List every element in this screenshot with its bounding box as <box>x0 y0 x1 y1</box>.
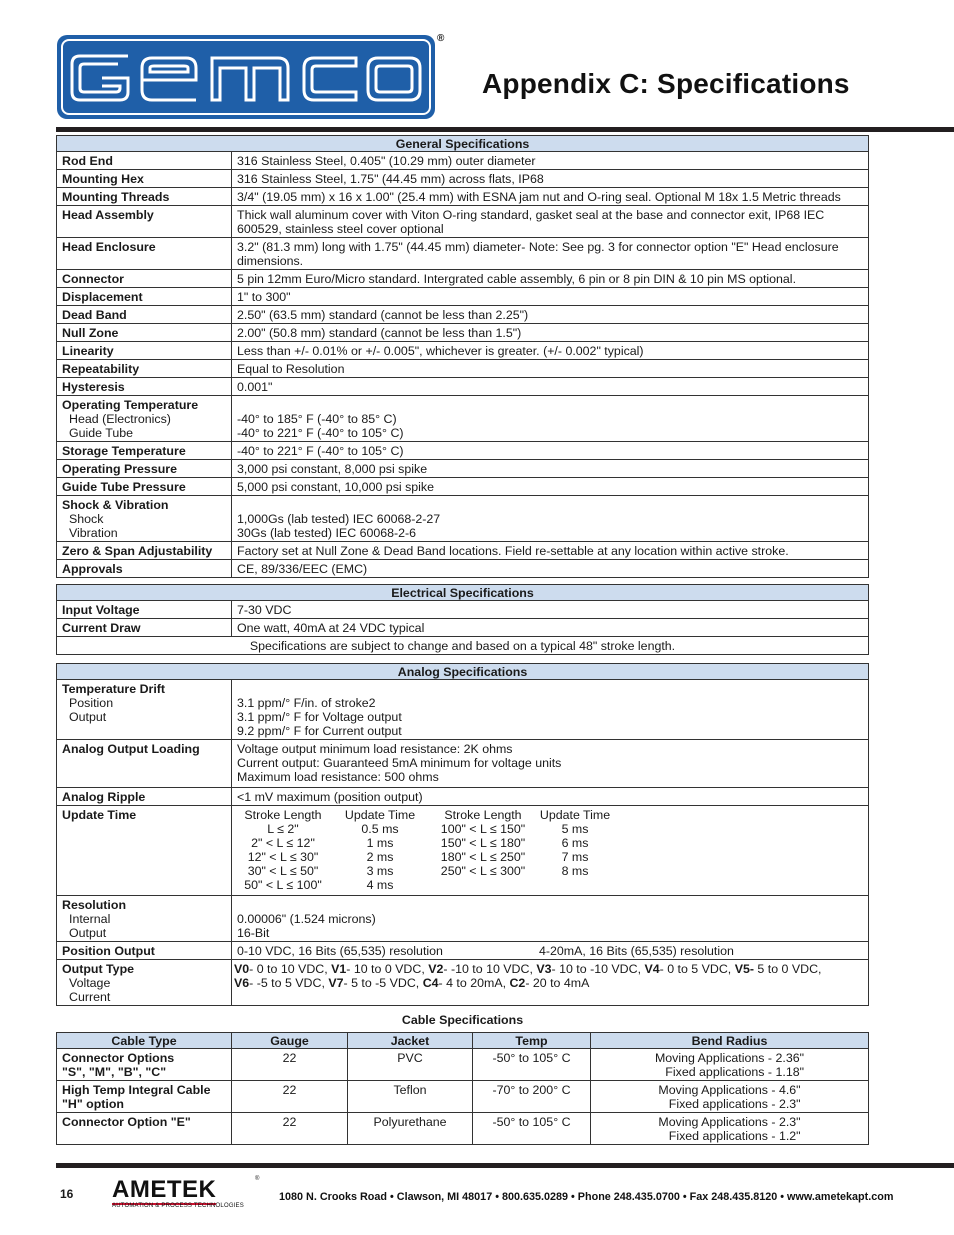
electrical-heading: Electrical Specifications <box>57 585 869 601</box>
spec-label: Null Zone <box>57 324 232 342</box>
electrical-specifications-table <box>56 584 869 655</box>
spec-value: -40° to 221° F (-40° to 105° C) <box>232 442 869 460</box>
spec-note-row <box>57 637 869 655</box>
spec-value: 3.1 ppm/° F/in. of stroke2 3.1 ppm/° F for Voltage output 9.2 ppm/° F for Current output <box>232 680 869 740</box>
general-heading: General Specifications <box>57 136 869 152</box>
spec-value: 5,000 psi constant, 10,000 psi spike <box>232 478 869 496</box>
spec-value: 3/4" (19.05 mm) x 16 x 1.00" (25.4 mm) with ESNA jam nut and O-ring seal. Optional M 18x 1.5 Metric threads <box>232 188 869 206</box>
cable-row: Connector Option "E" 22 Polyurethane -50° to 105° C Moving Applications - 2.3" Fixed applications - 1.2" <box>57 1113 869 1145</box>
ametek-reg-mark: ® <box>255 1176 260 1182</box>
spec-value: Less than +/- 0.01% or +/- 0.005", whichever is greater. (+/- 0.002" typical) <box>232 342 869 360</box>
col-header: Jacket <box>348 1033 473 1049</box>
spec-label: Operating Temperature Head (Electronics) Guide Tube <box>57 396 232 442</box>
spec-row <box>57 378 869 396</box>
spec-value: -40° to 185° F (-40° to 85° C) -40° to 221° F (-40° to 105° C) <box>232 396 869 442</box>
spec-value: Thick wall aluminum cover with Viton O-ring standard, gasket seal at the base and connector exit, IP68 IEC 600529, stainless steel cover optional <box>232 206 869 238</box>
spec-row <box>57 788 869 806</box>
analog-heading: Analog Specifications <box>57 664 869 680</box>
spec-row <box>57 560 869 578</box>
spec-label: Guide Tube Pressure <box>57 478 232 496</box>
spec-label: Linearity <box>57 342 232 360</box>
header-divider <box>56 127 954 132</box>
spec-row <box>57 680 869 740</box>
spec-value: CE, 89/336/EEC (EMC) <box>232 560 869 578</box>
spec-row <box>57 442 869 460</box>
spec-value: 5 pin 12mm Euro/Micro standard. Intergrated cable assembly, 6 pin or 8 pin DIN & 10 pin MS optional. <box>232 270 869 288</box>
footer-divider <box>56 1163 954 1168</box>
spec-label: Input Voltage <box>57 601 232 619</box>
spec-row <box>57 306 869 324</box>
cable-title: Cable Specifications <box>401 1013 524 1027</box>
spec-label: Shock & Vibration Shock Vibration <box>57 496 232 542</box>
col-header: Gauge <box>232 1033 348 1049</box>
spec-value: 2.50" (63.5 mm) standard (cannot be less than 2.25") <box>232 306 869 324</box>
cable-row: High Temp Integral Cable "H" option 22 Teflon -70° to 200° C Moving Applications - 4.6" Fixed applications - 2.3" <box>57 1081 869 1113</box>
spec-row <box>57 238 869 270</box>
spec-value: Factory set at Null Zone & Dead Band locations. Field re-settable at any location within active stroke. <box>232 542 869 560</box>
spec-label: Current Draw <box>57 619 232 637</box>
spec-label: Storage Temperature <box>57 442 232 460</box>
ametek-tagline: AUTOMATION & PROCESS TECHNOLOGIES <box>112 1203 244 1209</box>
col-header: Bend Radius <box>591 1033 869 1049</box>
spec-row <box>57 478 869 496</box>
spec-value: 0-10 VDC, 16 Bits (65,535) resolution 4-20mA, 16 Bits (65,535) resolution <box>232 942 869 960</box>
spec-row <box>57 740 869 788</box>
spec-row <box>57 460 869 478</box>
spec-row <box>57 896 869 942</box>
spec-value: Voltage output minimum load resistance: 2K ohms Current output: Guaranteed 5mA minimum for voltage units Maximum load resistance: 500 ohms <box>232 740 869 788</box>
page-title: Appendix C: Specifications <box>482 68 850 99</box>
spec-label: Mounting Threads <box>57 188 232 206</box>
cable-row: Connector Options "S", "M", "B", "C" 22 PVC -50° to 105° C Moving Applications - 2.36" Fixed applications - 1.18" <box>57 1049 869 1081</box>
spec-value: <1 mV maximum (position output) <box>232 788 869 806</box>
spec-value: 3.2" (81.3 mm) long with 1.75" (44.45 mm) diameter- Note: See pg. 3 for connector option "E" Head enclosure dimensions. <box>232 238 869 270</box>
col-header: Temp <box>473 1033 591 1049</box>
spec-value: 1" to 300" <box>232 288 869 306</box>
spec-label: Mounting Hex <box>57 170 232 188</box>
spec-label: Zero & Span Adjustability <box>57 542 232 560</box>
spec-label: Analog Output Loading <box>57 740 232 788</box>
spec-row <box>57 152 869 170</box>
spec-label: Hysteresis <box>57 378 232 396</box>
spec-value: 0.001" <box>232 378 869 396</box>
spec-label: Output Type Voltage Current <box>57 960 232 1006</box>
col-header: Cable Type <box>57 1033 232 1049</box>
spec-value: 3,000 psi constant, 8,000 psi spike <box>232 460 869 478</box>
spec-value: 316 Stainless Steel, 0.405" (10.29 mm) outer diameter <box>232 152 869 170</box>
spec-row <box>57 188 869 206</box>
footer-address: 1080 N. Crooks Road • Clawson, MI 48017 • 800.635.0289 • Phone 248.435.0700 • Fax 248.435.8120 • www.ametekapt.com <box>279 1191 894 1203</box>
ametek-wordmark: AMETEK <box>112 1176 217 1203</box>
spec-label: Head Enclosure <box>57 238 232 270</box>
spec-label: Repeatability <box>57 360 232 378</box>
spec-label: Update Time <box>57 806 232 896</box>
spec-row <box>57 170 869 188</box>
spec-row <box>57 324 869 342</box>
spec-value: 316 Stainless Steel, 1.75" (44.45 mm) across flats, IP68 <box>232 170 869 188</box>
spec-row <box>57 942 869 960</box>
spec-label: Head Assembly <box>57 206 232 238</box>
ametek-logo <box>112 1176 260 1209</box>
spec-value: Equal to Resolution <box>232 360 869 378</box>
spec-row <box>57 619 869 637</box>
spec-row <box>57 601 869 619</box>
cable-specifications-table <box>56 1032 869 1145</box>
spec-row <box>57 396 869 442</box>
gemco-logo <box>56 34 436 120</box>
spec-row <box>57 806 869 896</box>
spec-row <box>57 360 869 378</box>
spec-value: One watt, 40mA at 24 VDC typical <box>232 619 869 637</box>
general-specifications-table <box>56 135 869 578</box>
spec-value: 1,000Gs (lab tested) IEC 60068-2-27 30Gs (lab tested) IEC 60068-2-6 <box>232 496 869 542</box>
spec-label: Analog Ripple <box>57 788 232 806</box>
spec-label: Resolution Internal Output <box>57 896 232 942</box>
spec-label: Operating Pressure <box>57 460 232 478</box>
output-type-codes: V0- 0 to 10 VDC, V1- 10 to 0 VDC, V2- -10 to 10 VDC, V3- 10 to -10 VDC, V4- 0 to 5 VDC, V5- 5 to 0 VDC, V6- -5 to 5 VDC, V7- 5 to -5 VDC, C4- 4 to 20mA, C2- 20 to 4mA <box>232 960 869 1006</box>
spec-label: Dead Band <box>57 306 232 324</box>
page-number: 16 <box>60 1187 74 1201</box>
spec-row <box>57 206 869 238</box>
spec-row <box>57 542 869 560</box>
spec-row <box>57 496 869 542</box>
spec-label: Rod End <box>57 152 232 170</box>
update-time-table: Stroke Length Update Time Stroke Length Update Time L ≤ 2" 0.5 ms 100" < L ≤ 150" 5 ms 2" < L ≤ 12" 1 ms 150" < L ≤ 180" 6 ms 12" < L ≤ 30" 2 ms 180" < L ≤ 250" 7 ms 30" < L ≤ 50" 3 ms 250" < L ≤ 300" 8 ms 50" < L ≤ 100" 4 ms <box>232 806 869 896</box>
spec-value: 2.00" (50.8 mm) standard (cannot be less than 1.5") <box>232 324 869 342</box>
spec-label: Displacement <box>57 288 232 306</box>
spec-value: 7-30 VDC <box>232 601 869 619</box>
analog-specifications-table <box>56 663 869 1006</box>
spec-row <box>57 342 869 360</box>
spec-row <box>57 270 869 288</box>
spec-label: Temperature Drift Position Output <box>57 680 232 740</box>
spec-row <box>57 960 869 1006</box>
spec-note: Specifications are subject to change and based on a typical 48" stroke length. <box>57 637 869 655</box>
spec-label: Connector <box>57 270 232 288</box>
spec-label: Position Output <box>57 942 232 960</box>
spec-label: Approvals <box>57 560 232 578</box>
spec-row <box>57 288 869 306</box>
registered-mark: ® <box>437 33 445 44</box>
cable-header-row <box>57 1033 869 1049</box>
spec-value: 0.00006" (1.524 microns) 16-Bit <box>232 896 869 942</box>
